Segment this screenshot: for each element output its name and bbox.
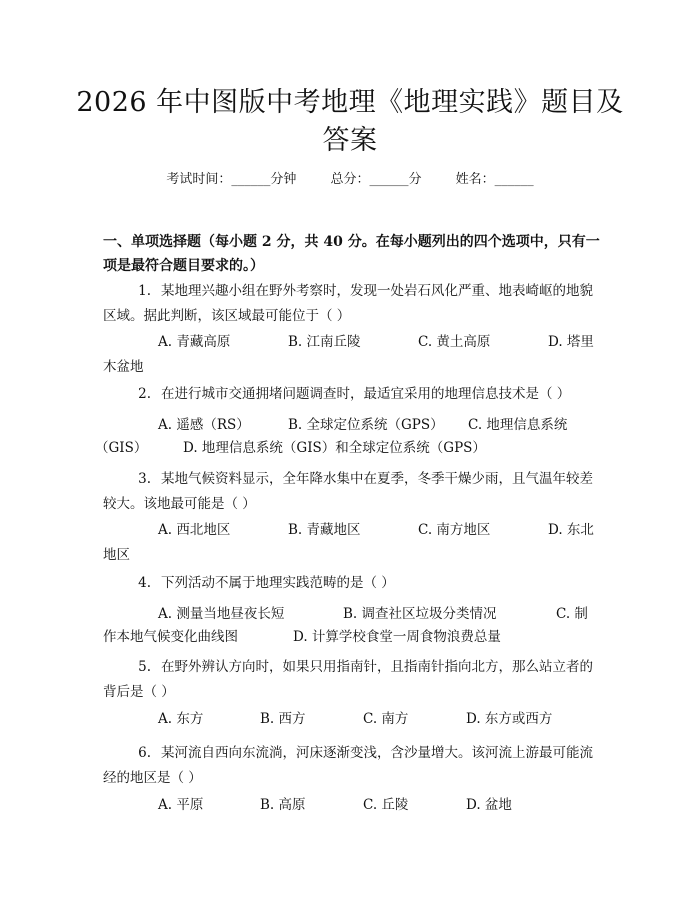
option-c-cont: 作本地气候变化曲线图 bbox=[103, 629, 238, 645]
question-6 bbox=[103, 741, 601, 791]
question-stem: 某地理兴趣小组在野外考察时，发现一处岩石风化严重、地表崎岖的地貌 bbox=[161, 283, 593, 299]
title-line-1: 2026 年中图版中考地理《地理实践》题目及 bbox=[76, 87, 624, 118]
option-d: D. 塔里 bbox=[548, 334, 594, 350]
option-a: A. 平原 bbox=[158, 797, 204, 813]
option-d: D. 东北 bbox=[548, 522, 594, 538]
option-b: B. 江南丘陵 bbox=[288, 334, 361, 350]
option-c: C. 地理信息系统 bbox=[468, 417, 568, 433]
question-stem: 下列活动不属于地理实践范畴的是（ ） bbox=[161, 575, 395, 591]
options-3 bbox=[103, 518, 601, 568]
question-stem: 在野外辨认方向时，如果只用指南针，且指南针指向北方，那么站立者的 bbox=[161, 659, 593, 675]
question-number: 2. bbox=[138, 386, 151, 402]
question-stem: 某地气候资料显示，全年降水集中在夏季，冬季干燥少雨，且气温年较差 bbox=[161, 471, 593, 487]
question-number: 5. bbox=[138, 659, 151, 675]
options-5 bbox=[103, 707, 601, 732]
section-title: 一、单项选择题（每小题 2 分，共 40 分。在每小题列出的四个选项中，只有一项是最符合题目要求的。） bbox=[103, 234, 600, 274]
option-b: B. 西方 bbox=[260, 711, 306, 727]
option-c: C. 丘陵 bbox=[363, 797, 409, 813]
page-title bbox=[60, 84, 640, 160]
option-b: B. 全球定位系统（GPS） bbox=[288, 417, 444, 433]
option-b: B. 调查社区垃圾分类情况 bbox=[343, 606, 497, 622]
option-c: C. 制 bbox=[556, 606, 588, 622]
option-d: D. 盆地 bbox=[466, 797, 512, 813]
option-d: D. 计算学校食堂一周食物浪费总量 bbox=[293, 629, 501, 645]
option-c: C. 黄土高原 bbox=[418, 334, 491, 350]
exam-name: 姓名：______ bbox=[455, 172, 534, 187]
option-d: D. 地理信息系统（GIS）和全球定位系统（GPS） bbox=[183, 440, 486, 456]
exam-meta bbox=[0, 168, 700, 187]
question-number: 1. bbox=[138, 283, 151, 299]
question-number: 6. bbox=[138, 745, 151, 761]
question-stem-cont: 较大。该地最可能是（ ） bbox=[103, 496, 256, 512]
question-stem: 在进行城市交通拥堵问题调查时，最适宜采用的地理信息技术是（ ） bbox=[161, 386, 571, 402]
option-a: A. 东方 bbox=[158, 711, 204, 727]
option-c: C. 南方 bbox=[363, 711, 409, 727]
question-5 bbox=[103, 655, 601, 705]
option-a: A. 测量当地昼夜长短 bbox=[158, 606, 285, 622]
question-2 bbox=[103, 382, 601, 407]
option-c: C. 南方地区 bbox=[418, 522, 491, 538]
option-d: D. 东方或西方 bbox=[466, 711, 553, 727]
options-6 bbox=[103, 793, 601, 818]
option-d-cont: 木盆地 bbox=[103, 359, 144, 375]
options-4 bbox=[103, 602, 601, 652]
option-a: A. 遥感（RS） bbox=[158, 417, 250, 433]
option-b: B. 青藏地区 bbox=[288, 522, 361, 538]
title-line-2: 答案 bbox=[322, 125, 378, 156]
option-c-cont: （GIS） bbox=[95, 440, 148, 456]
question-4 bbox=[103, 571, 601, 596]
exam-time: 考试时间：______分钟 bbox=[166, 172, 297, 187]
option-b: B. 高原 bbox=[260, 797, 306, 813]
question-1 bbox=[103, 279, 601, 329]
option-a: A. 青藏高原 bbox=[158, 334, 231, 350]
question-number: 3. bbox=[138, 471, 151, 487]
question-stem-cont: 背后是（ ） bbox=[103, 684, 175, 700]
option-d-cont: 地区 bbox=[103, 547, 130, 563]
exam-score: 总分：______分 bbox=[330, 172, 422, 187]
question-stem-cont: 经的地区是（ ） bbox=[103, 770, 202, 786]
options-2 bbox=[95, 413, 601, 463]
question-stem-cont: 区域。据此判断，该区域最可能位于（ ） bbox=[103, 308, 351, 324]
options-1 bbox=[103, 330, 601, 380]
option-a: A. 西北地区 bbox=[158, 522, 231, 538]
question-3 bbox=[103, 467, 601, 517]
question-number: 4. bbox=[138, 575, 151, 591]
question-stem: 某河流自西向东流淌，河床逐渐变浅，含沙量增大。该河流上游最可能流 bbox=[161, 745, 593, 761]
